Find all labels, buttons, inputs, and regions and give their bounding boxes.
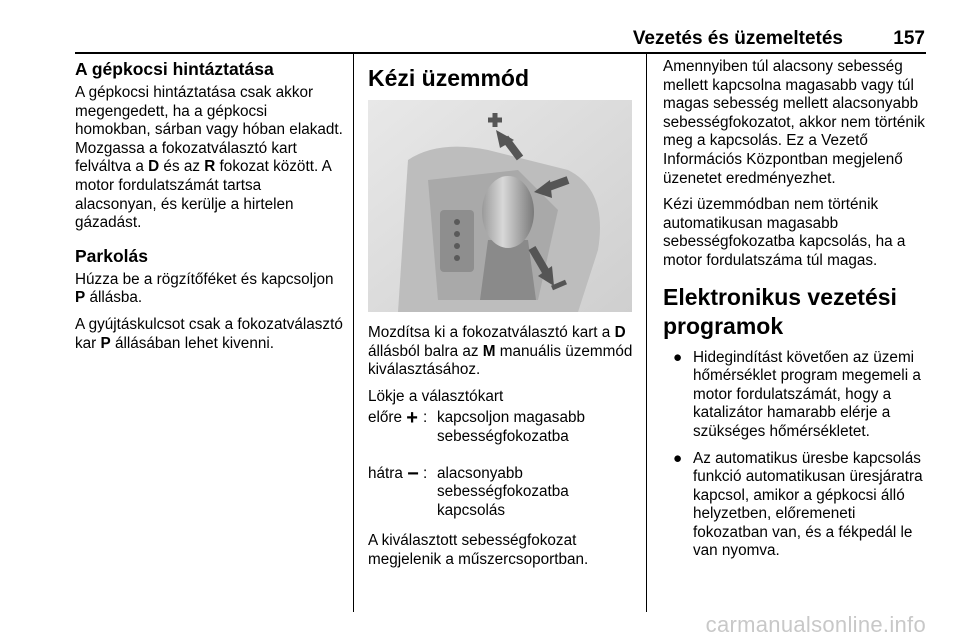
gear-selector-illustration bbox=[368, 100, 632, 312]
paragraph-display: A kiválasztott sebességfokozat megjelenik a műszercsoportban. bbox=[368, 532, 589, 568]
column-1 bbox=[75, 58, 345, 361]
watermark: carmanualsonline.info bbox=[705, 612, 926, 637]
list-item: ● Az automatikus üresbe kapcsolás funkció automatikusan üresjáratra kapcsol, amikor a gépkocsi álló helyzetben, előremeneti fokozatban van, és a fékpedál le van nyomva. bbox=[673, 449, 923, 560]
definition-forward: előre + : kapcsoljon magasabb sebességfokozatba bbox=[368, 407, 585, 445]
heading-rocking: A gépkocsi hintáztatása bbox=[75, 59, 274, 79]
minus-icon: − bbox=[407, 462, 419, 485]
column-divider-1 bbox=[353, 54, 354, 612]
paragraph-rocking: A gépkocsi hintáztatása csak akkor megengedett, ha a gépkocsi homokban, sárban vagy hóban elakadt. Mozgassa a fokozatválasztó kart felváltva a D és az R fokozat között. A motor fordulatszámát tartsa alacsonyan, és kerülje a hirtelen gázadást. bbox=[75, 84, 343, 232]
paragraph-select-manual: Mozdítsa ki a fokozatválasztó kart a D állásból balra az M manuális üzemmód kiválasztásához. bbox=[368, 324, 633, 379]
column-2 bbox=[368, 58, 638, 578]
column-3 bbox=[663, 58, 928, 569]
paragraph-push-lever: Lökje a választókart bbox=[368, 387, 504, 405]
paragraph-low-speed: Amennyiben túl alacsony sebesség mellett kapcsolna magasabb vagy túl magas sebesség mellett alacsonyabb sebességfokozatot, akkor nem történik meg a kapcsolás. Ez a Vezető Információs Központban megjelenő üzenetet eredményezhet. bbox=[663, 58, 925, 187]
list-item: ● Hidegindítást követően az üzemi hőmérséklet program megemeli a motor fordulatszámát, hogy a katalizátor hamarabb elérje a szükséges hőmérsékletet. bbox=[673, 348, 921, 440]
header-rule bbox=[75, 52, 926, 54]
heading-parking: Parkolás bbox=[75, 245, 148, 266]
heading-driving-programs: Elektronikus vezetési programok bbox=[663, 283, 897, 339]
shift-definitions bbox=[368, 409, 638, 520]
page-header bbox=[75, 28, 925, 50]
page-number: 157 bbox=[893, 28, 925, 49]
bullet-icon: ● bbox=[673, 449, 683, 467]
program-list bbox=[663, 349, 928, 562]
header-title: Vezetés és üzemeltetés bbox=[632, 28, 843, 49]
bullet-icon: ● bbox=[673, 348, 683, 366]
plus-icon: + bbox=[406, 407, 418, 430]
definition-back: hátra − : alacsonyabb sebességfokozatba kapcsolás bbox=[368, 462, 569, 519]
heading-manual-mode: Kézi üzemmód bbox=[368, 65, 530, 91]
paragraph-parking: Húzza be a rögzítőféket és kapcsoljon P állásba. bbox=[75, 270, 334, 307]
paragraph-no-auto-upshift: Kézi üzemmódban nem történik automatikusan magasabb sebességfokozatba kapcsolás, ha a motor fordulatszáma túl magas. bbox=[663, 196, 906, 269]
column-divider-2 bbox=[646, 54, 647, 612]
paragraph-key: A gyújtáskulcsot csak a fokozatválasztó kar P állásában lehet kivenni. bbox=[75, 315, 343, 352]
